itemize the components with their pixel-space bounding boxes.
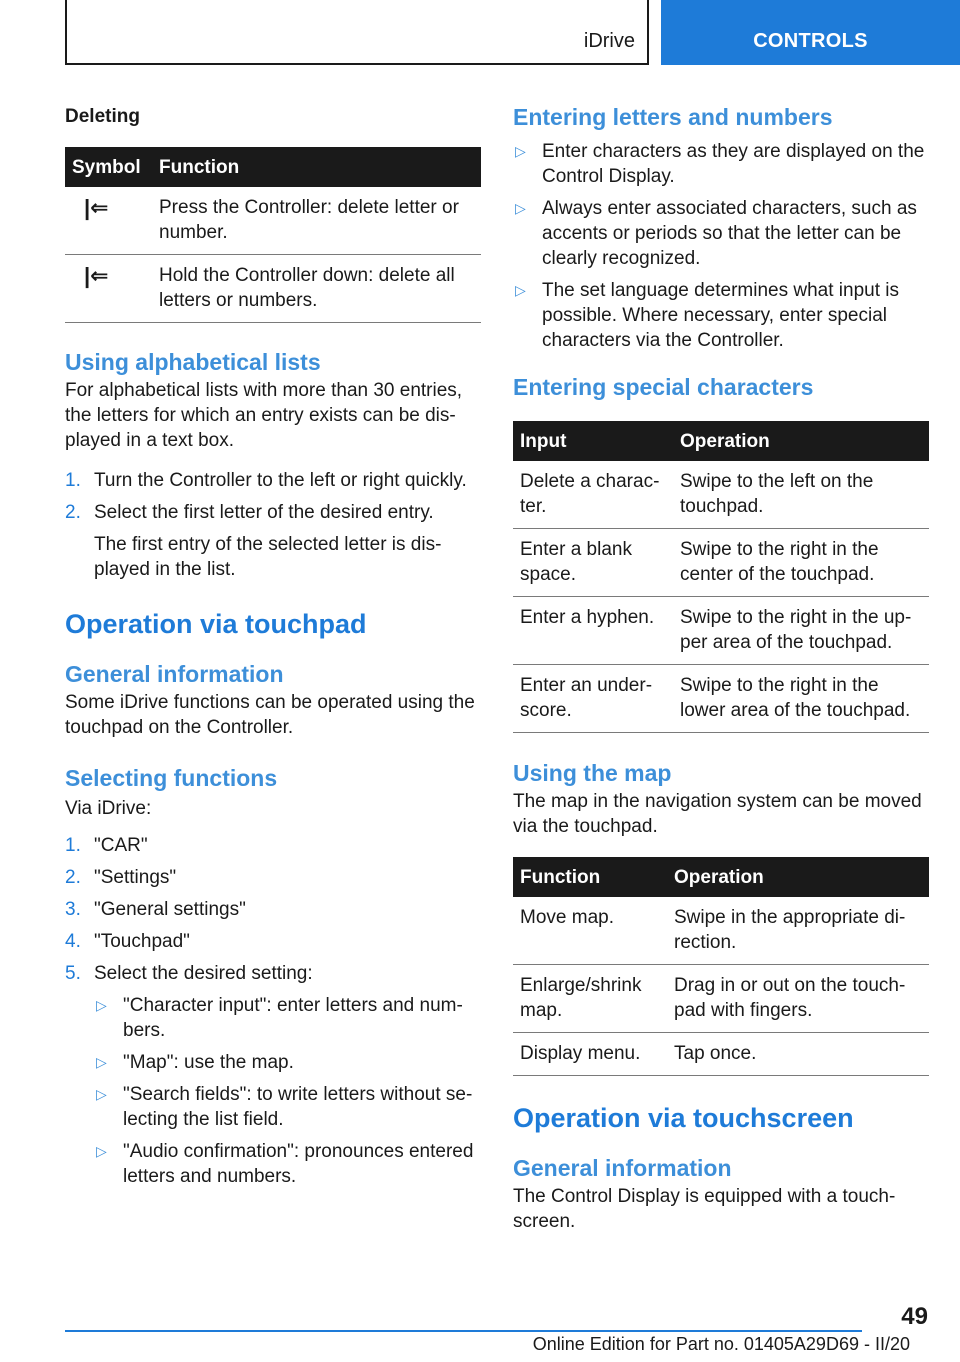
table-cell: Display menu.: [513, 1033, 667, 1076]
step-text: Select the first letter of the desired entry.: [94, 502, 434, 523]
table-cell: Hold the Controller down: delete all letters or numbers.: [152, 255, 481, 323]
table-header-input: Input: [513, 421, 673, 461]
touchscreen-heading: Operation via touchscreen: [513, 1103, 854, 1133]
table-row: [513, 529, 929, 597]
list-item: [65, 865, 481, 890]
bullet-text: "Map": use the map.: [123, 1052, 294, 1073]
step-text: Turn the Controller to the left or right quickly.: [94, 470, 467, 491]
step-text: "Touchpad": [94, 931, 190, 952]
step-text: "General settings": [94, 899, 246, 920]
list-item: [94, 993, 481, 1043]
bullet-triangle-icon: ▷: [515, 143, 526, 159]
ts-general-heading: General information: [513, 1155, 732, 1181]
table-row: [513, 897, 929, 965]
list-item: [94, 1139, 481, 1189]
table-cell: Enter a hyphen.: [513, 597, 673, 665]
step-text: Select the desired setting:: [94, 963, 313, 984]
footer-divider: [65, 1330, 862, 1332]
settings-bullets: [65, 993, 481, 1189]
bullet-triangle-icon: ▷: [96, 1086, 107, 1102]
bullet-triangle-icon: ▷: [96, 997, 107, 1013]
table-cell: Tap once.: [667, 1033, 929, 1076]
settings-steps: [65, 833, 481, 986]
table-cell: Move map.: [513, 897, 667, 965]
table-header-symbol: Symbol: [65, 147, 152, 187]
bullet-text: "Search fields": to write letters without selecting the list field.: [123, 1084, 473, 1130]
bullet-text: Enter characters as they are displayed on the Control Display.: [542, 141, 925, 187]
table-row: [65, 255, 481, 323]
edition-text: Online Edition for Part no. 01405A29D69 - II/20: [532, 1334, 910, 1354]
ts-text: The Control Display is equipped with a touchscreen.: [513, 1186, 896, 1232]
table-row: [65, 187, 481, 255]
list-item: [65, 833, 481, 858]
table-row: [513, 597, 929, 665]
table-cell: Enter a blank space.: [513, 529, 673, 597]
left-column: [65, 100, 481, 1196]
step-number: 5.: [65, 963, 81, 984]
map-text: The map in the navigation system can be moved via the touchpad.: [513, 791, 922, 837]
chapter-tab: [65, 0, 649, 65]
entering-heading: Entering letters and numbers: [513, 104, 833, 130]
alpha-heading: Using alphabetical lists: [65, 349, 321, 375]
table-cell: Enlarge/shrink map.: [513, 965, 667, 1033]
step-text: "Settings": [94, 867, 177, 888]
general-heading: General information: [65, 661, 284, 687]
chapter-title: iDrive: [583, 30, 635, 52]
bullet-text: The set language determines what input is possible. Where necessary, enter special characters via the Controller.: [542, 280, 899, 351]
general-text: Some iDrive functions can be operated using the touchpad on the Controller.: [65, 692, 475, 738]
via-text: Via iDrive:: [65, 798, 152, 819]
right-column: [513, 100, 929, 1234]
table-cell: Swipe in the appropriate direction.: [667, 897, 929, 965]
entering-bullets: [513, 139, 929, 353]
alpha-text: For alphabetical lists with more than 30 entries, the letters for which an entry exists can be displayed in a text box.: [65, 380, 463, 451]
table-row: [513, 665, 929, 733]
step-number: 4.: [65, 931, 81, 952]
list-item: [65, 468, 481, 493]
step-number: 2.: [65, 502, 81, 523]
bullet-text: "Character input": enter letters and numbers.: [123, 995, 463, 1041]
list-item: [513, 196, 929, 271]
list-item: [94, 1082, 481, 1132]
bullet-triangle-icon: ▷: [515, 200, 526, 216]
step-number: 1.: [65, 835, 81, 856]
list-item: [65, 897, 481, 922]
table-cell: Enter an underscore.: [513, 665, 673, 733]
delete-letter-icon: |⇐: [84, 195, 109, 220]
bullet-triangle-icon: ▷: [96, 1143, 107, 1159]
list-item: [65, 500, 481, 525]
bullet-text: Always enter associated characters, such as accents or periods so that the letter can be clearly recognized.: [542, 198, 917, 269]
section-tab: [661, 0, 960, 65]
map-heading: Using the map: [513, 760, 672, 786]
special-heading: Entering special characters: [513, 374, 814, 400]
special-characters-table: [513, 421, 929, 733]
list-item: [513, 139, 929, 189]
table-cell: Press the Controller: delete letter or number.: [152, 187, 481, 255]
table-header-operation: Operation: [667, 857, 929, 897]
bullet-triangle-icon: ▷: [515, 282, 526, 298]
table-cell: Swipe to the right in the lower area of the touchpad.: [673, 665, 929, 733]
table-header-function: Function: [513, 857, 667, 897]
table-header-function: Function: [152, 147, 481, 187]
table-cell: Swipe to the right in the center of the touchpad.: [673, 529, 929, 597]
step-number: 3.: [65, 899, 81, 920]
deleting-table: [65, 147, 481, 323]
bullet-text: "Audio confirmation": pronounces entered letters and numbers.: [123, 1141, 474, 1187]
list-item: [65, 961, 481, 986]
section-title: CONTROLS: [753, 30, 868, 52]
table-header-operation: Operation: [673, 421, 929, 461]
touchpad-heading: Operation via touchpad: [65, 609, 367, 639]
table-cell: Delete a character.: [513, 461, 673, 529]
list-item: [94, 1050, 481, 1075]
step-number: 1.: [65, 470, 81, 491]
selecting-heading: Selecting functions: [65, 765, 278, 791]
bullet-triangle-icon: ▷: [96, 1054, 107, 1070]
list-item: [513, 278, 929, 353]
list-item: [65, 929, 481, 954]
alpha-note: The first entry of the selected letter is displayed in the list.: [94, 534, 442, 580]
page-number: 49: [901, 1303, 928, 1330]
delete-all-icon: |⇐: [84, 263, 109, 288]
deleting-title: Deleting: [65, 106, 140, 127]
table-row: [513, 461, 929, 529]
alpha-steps: [65, 468, 481, 525]
table-cell: Drag in or out on the touchpad with fingers.: [667, 965, 929, 1033]
table-row: [513, 965, 929, 1033]
step-text: "CAR": [94, 835, 148, 856]
table-row: [513, 1033, 929, 1076]
step-number: 2.: [65, 867, 81, 888]
table-cell: Swipe to the right in the upper area of the touchpad.: [673, 597, 929, 665]
map-table: [513, 857, 929, 1076]
table-cell: Swipe to the left on the touchpad.: [673, 461, 929, 529]
